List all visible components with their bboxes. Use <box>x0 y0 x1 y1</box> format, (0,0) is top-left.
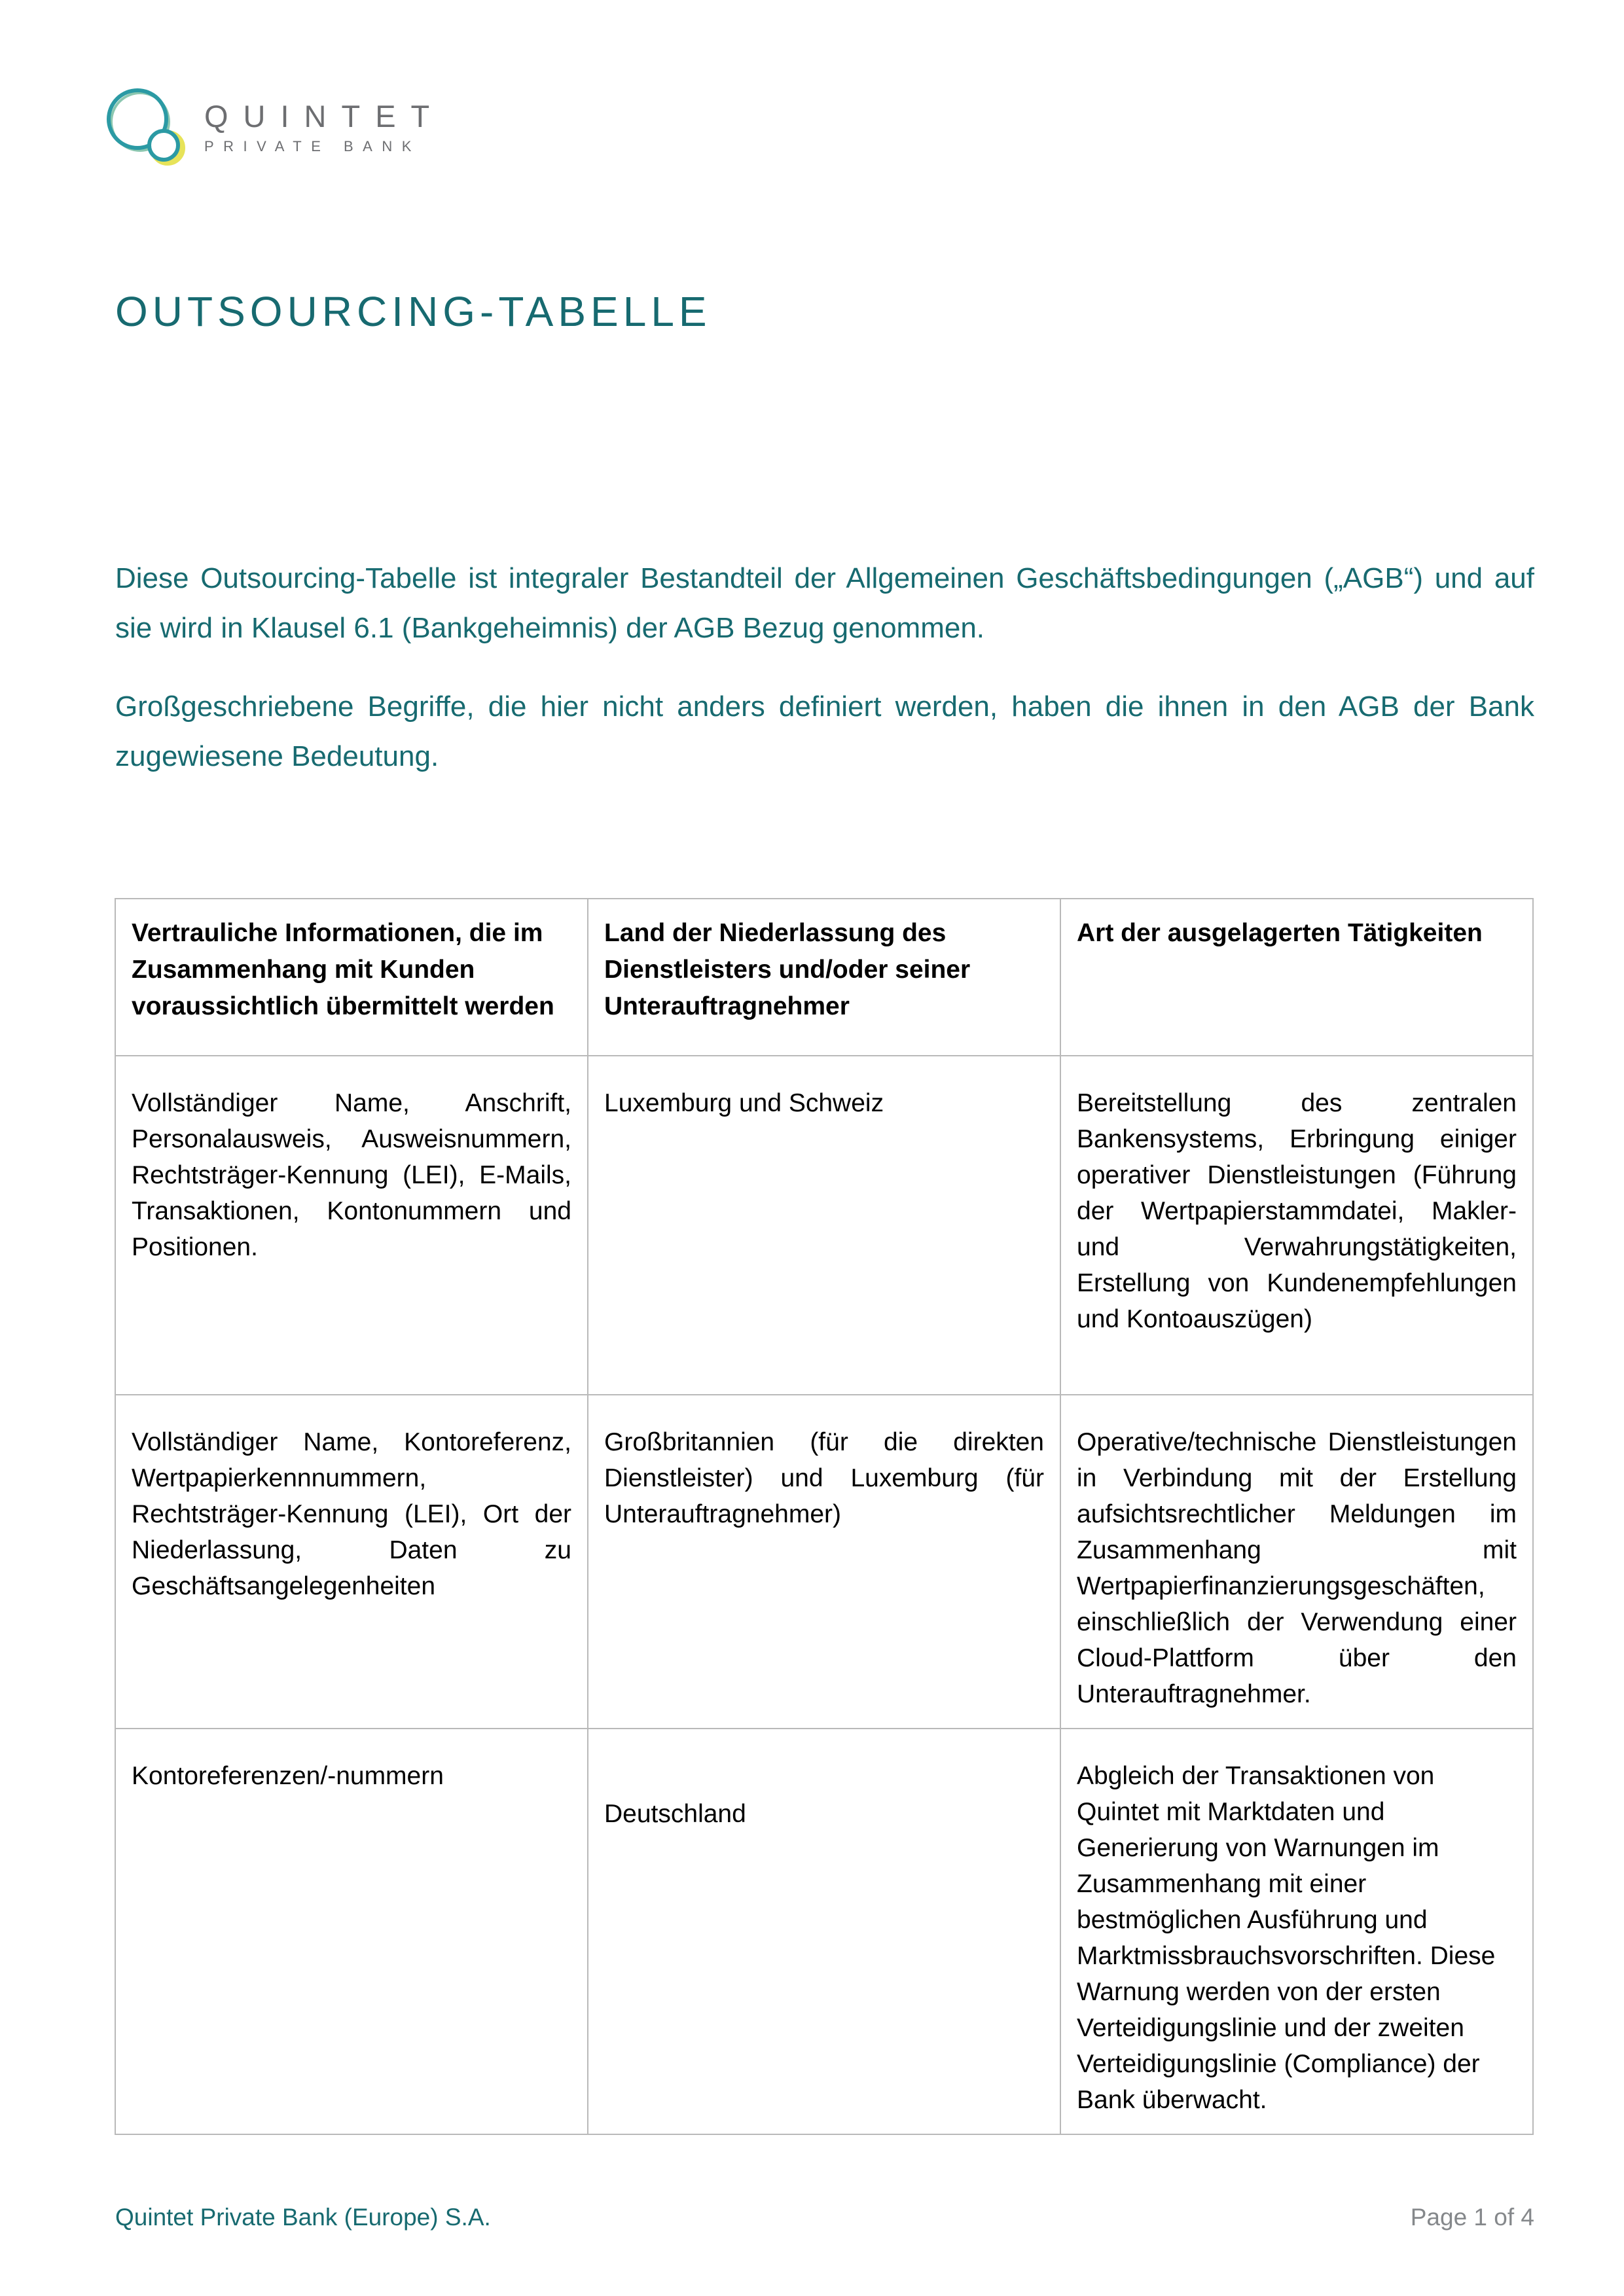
cell-info-account-refs: Kontoreferenzen/-nummern <box>115 1729 588 2134</box>
intro-paragraph-2: Großgeschriebene Begriffe, die hier nicht anders definiert werden, haben die ihnen in den AGB der Bank zugewiesene Bedeutung. <box>115 691 1534 772</box>
cell-country-germany <box>588 1729 1060 2134</box>
cell-country-lux-ch: Luxemburg und Schweiz <box>588 1056 1060 1395</box>
column-header-confidential-info: Vertrauliche Informationen, die im Zusammenhang mit Kunden voraussichtlich übermittelt werden <box>115 899 588 1056</box>
intro-paragraph-1: Diese Outsourcing-Tabelle ist integraler Bestandteil der Allgemeinen Geschäftsbedingungen („AGB“) und auf sie wird in Klausel 6.1 (Bankgeheimnis) der AGB Bezug genommen. <box>115 562 1534 644</box>
outsourcing-table-body <box>115 1056 1533 2134</box>
column-header-country: Land der Niederlassung des Dienstleisters und/oder seiner Unterauftragnehmer <box>588 899 1060 1056</box>
intro-section <box>115 554 1534 781</box>
logo-wordmark <box>204 98 445 154</box>
page-title: OUTSOURCING-TABELLE <box>115 287 712 335</box>
table-row <box>115 1056 1533 1395</box>
outsourcing-table <box>115 898 1534 2135</box>
cell-info-regulatory: Vollständiger Name, Kontoreferenz, Wertpapierkennnummern, Rechtsträger-Kennung (LEI), Ort der Niederlassung, Daten zu Geschäftsangelegenheiten <box>115 1395 588 1729</box>
logo-brand-name: QUINTET <box>204 98 445 134</box>
cell-country-uk-lux: Großbritannien (für die direkten Dienstleister) und Luxemburg (für Unterauftragnehmer) <box>588 1395 1060 1729</box>
table-row <box>115 1395 1533 1729</box>
footer-company-name: Quintet Private Bank (Europe) S.A. <box>115 2204 491 2231</box>
cell-activity-transaction-matching: Abgleich der Transaktionen von Quintet mit Marktdaten und Generierung von Warnungen im Zusammenhang mit einer bestmöglichen Ausführung und Marktmissbrauchsvorschriften. Diese Warnung werden von der ersten Verteidigungslinie und der zweiten Verteidigungslinie (Compliance) der Bank überwacht. <box>1060 1729 1533 2134</box>
column-header-activity-type: Art der ausgelagerten Tätigkeiten <box>1060 899 1533 1056</box>
cell-activity-regulatory: Operative/technische Dienstleistungen in Verbindung mit der Erstellung aufsichtsrechtlicher Meldungen im Zusammenhang mit Wertpapierfinanzierungsgeschäften, einschließlich der Verwendung einer Cloud-Plattform über den Unterauftragnehmer. <box>1060 1395 1533 1729</box>
logo-tagline: PRIVATE BANK <box>204 137 421 154</box>
quintet-logo <box>103 85 444 169</box>
outsourcing-table-head <box>115 899 1533 1056</box>
page-footer <box>115 2203 1534 2232</box>
quintet-rings-icon <box>103 85 187 169</box>
cell-info-core-banking: Vollständiger Name, Anschrift, Personalausweis, Ausweisnummern, Rechtsträger-Kennung (LEI), E-Mails, Transaktionen, Kontonummern und Positionen. <box>115 1056 588 1395</box>
header-row <box>115 899 1533 1056</box>
cell-activity-core-banking: Bereitstellung des zentralen Bankensystems, Erbringung einiger operativer Dienstleistungen (Führung der Wertpapierstammdatei, Makler- und Verwahrungstätigkeiten, Erstellung von Kundenempfehlungen und Kontoauszügen) <box>1060 1056 1533 1395</box>
table-row <box>115 1729 1533 2134</box>
footer-page-number: Page 1 of 4 <box>1410 2204 1534 2231</box>
cell-country-germany-text: Deutschland <box>604 1800 746 1828</box>
